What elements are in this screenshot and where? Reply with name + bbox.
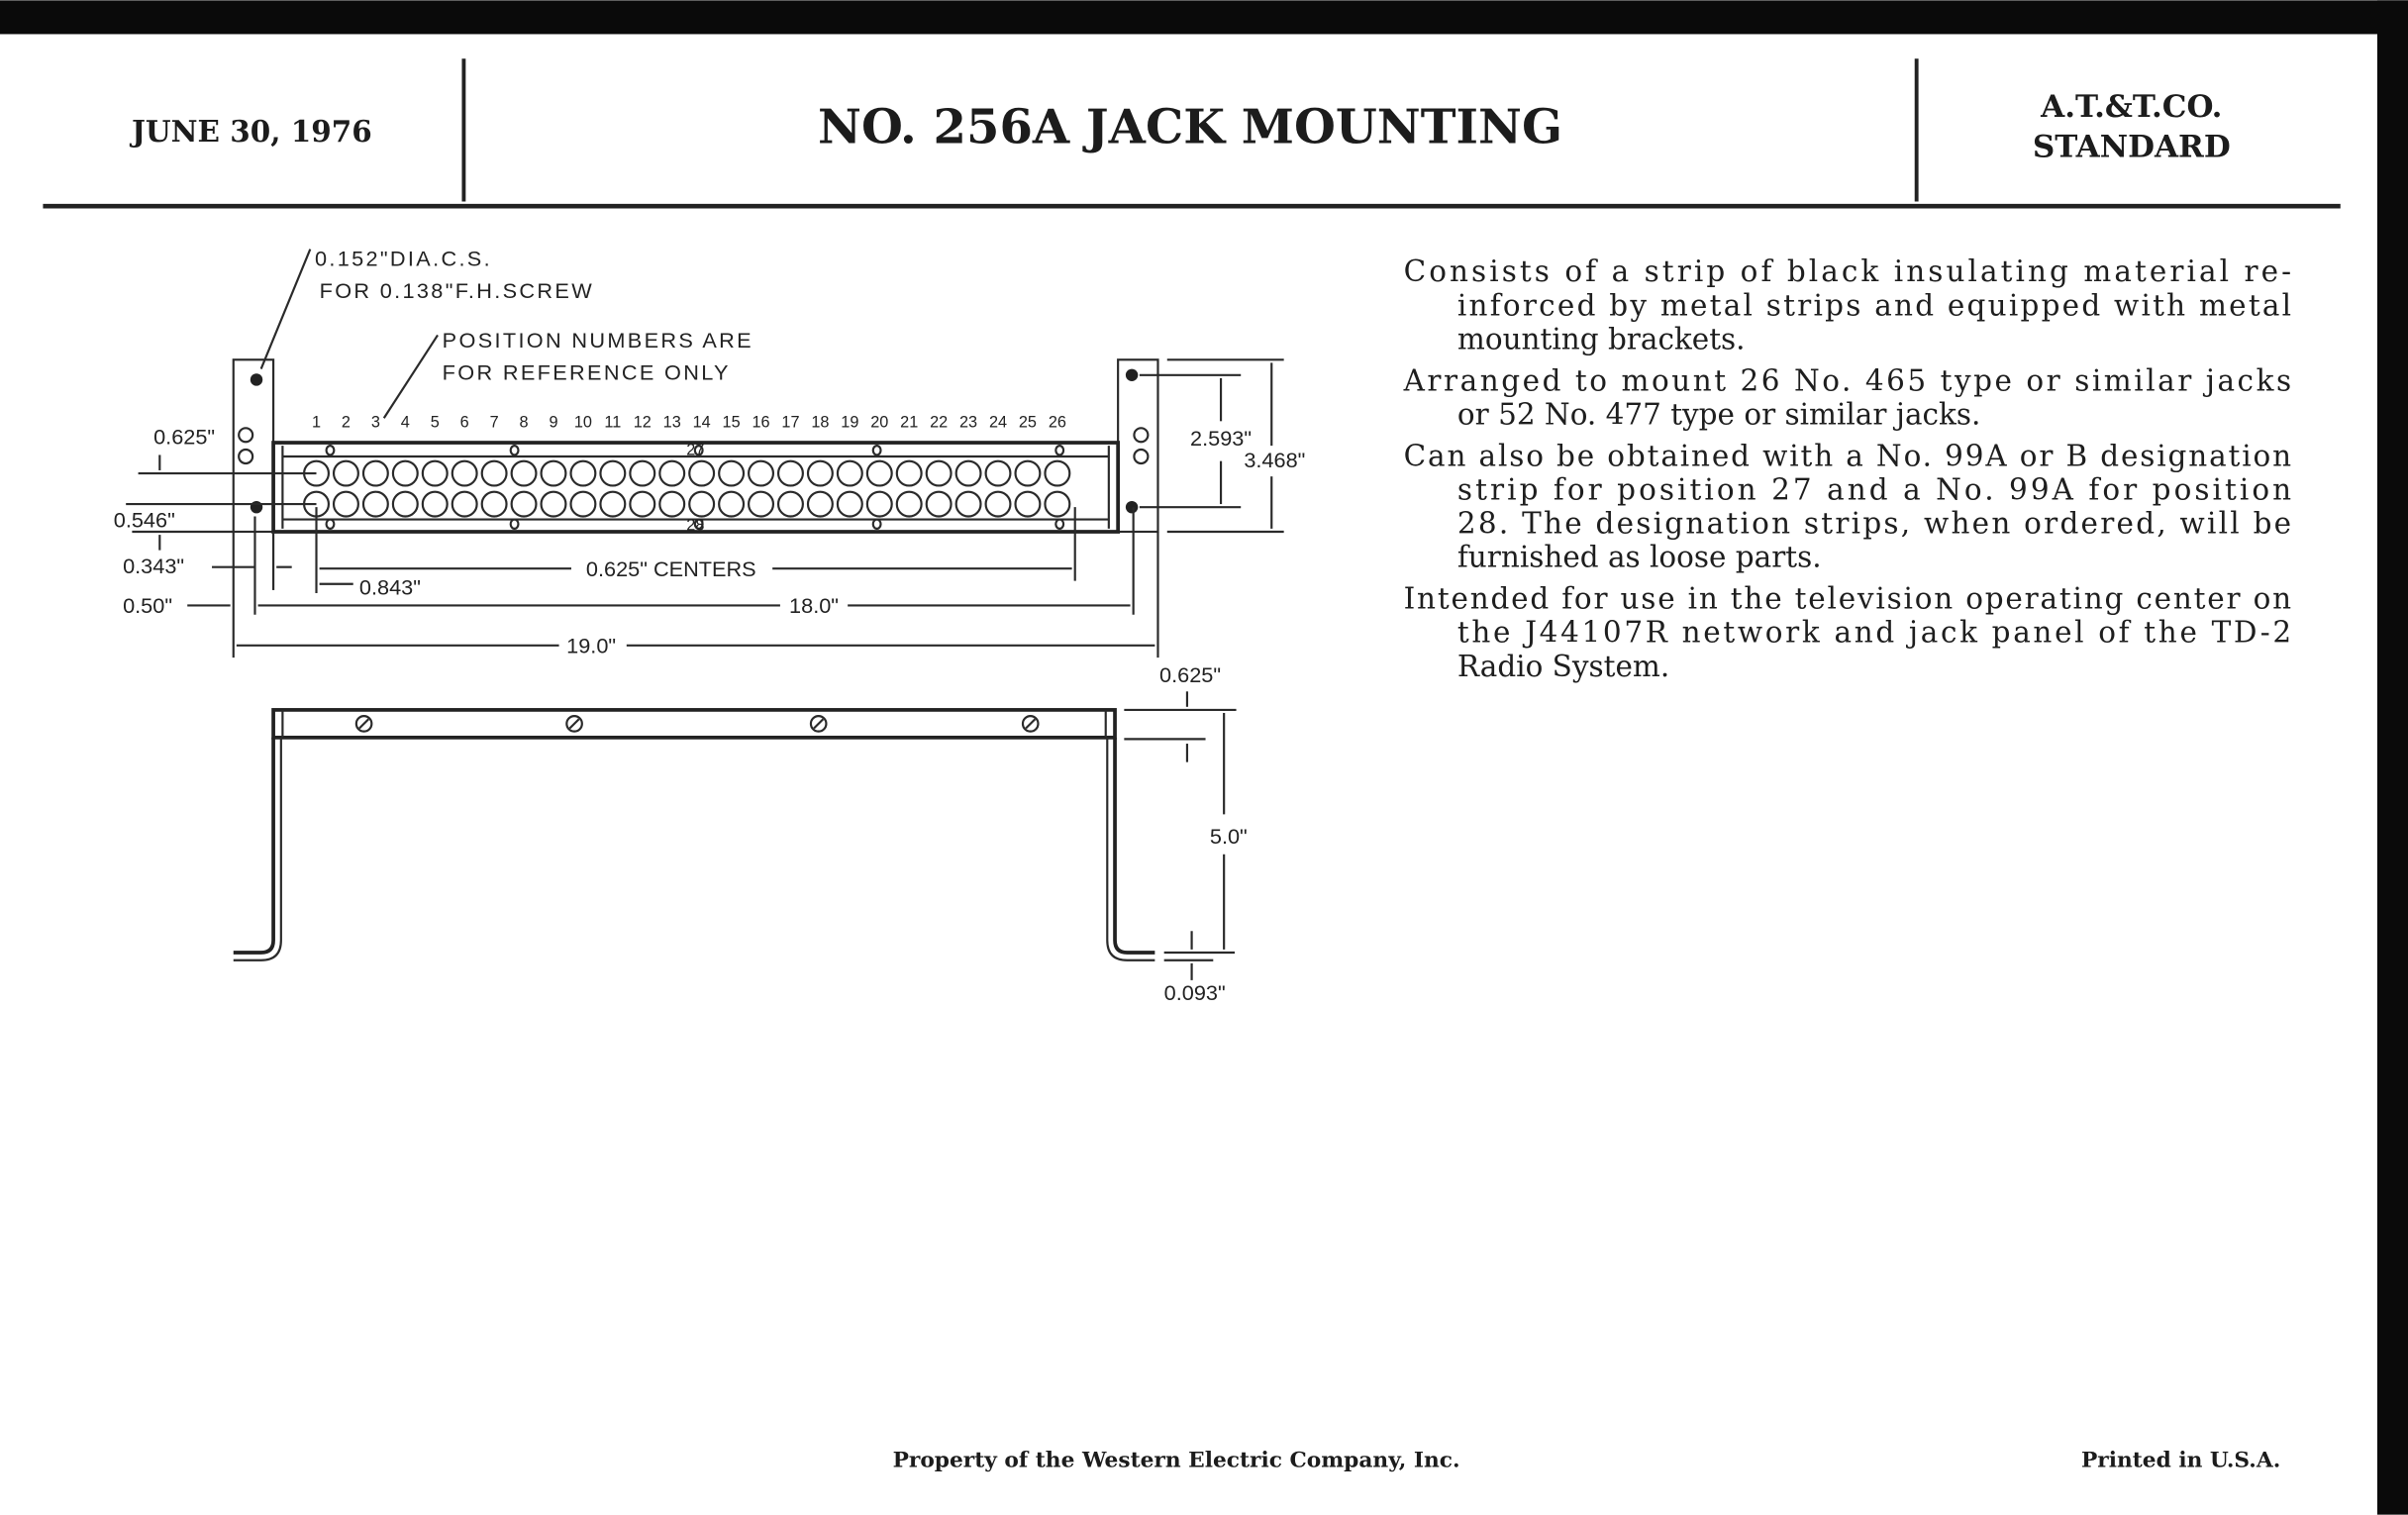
strip-screw [327,446,335,454]
jack-hole [482,461,507,486]
jack-hole [956,492,981,517]
jack-hole [482,492,507,517]
position-number: 8 [519,413,529,432]
jack-hole [512,492,537,517]
left-leg [234,738,273,953]
header-date: JUNE 30, 1976 [132,114,372,150]
mounting-hole [1126,501,1138,513]
dim-centers: 0.625" CENTERS [585,556,756,581]
dim-0093: 0.093" [1163,980,1226,1006]
jack-hole [986,461,1011,486]
jack-hole [749,461,773,486]
dim-side-0625: 0.625" [1159,662,1222,687]
strip-label-27: 27 [686,441,705,459]
jack-hole [630,492,654,517]
callout-positions: POSITION NUMBERS ARE [442,327,753,353]
mounting-hole [1134,450,1148,463]
jack-hole [927,461,952,486]
position-number: 26 [1048,413,1066,432]
position-number: 22 [930,413,949,432]
mounting-hole [1134,428,1148,442]
jack-hole [363,461,388,486]
scan-border-top [0,0,2408,34]
right-bracket [1118,359,1157,532]
jack-hole [778,492,803,517]
dim-19: 19.0" [566,633,617,658]
jack-hole [897,492,922,517]
dim-050: 0.50" [123,593,173,619]
position-number: 6 [459,413,469,432]
description-line: the J44107R network and jack panel of the TD-2 [1456,615,2292,650]
dim-2593: 2.593" [1190,426,1253,452]
dim-0343: 0.343" [123,553,185,578]
jack-hole [334,492,358,517]
jack-hole [838,461,862,486]
callout-hole: FOR 0.138"F.H.SCREW [319,278,595,304]
page-title: NO. 256A JACK MOUNTING [818,99,1563,155]
strip-screw [873,520,881,529]
jack-hole [512,461,537,486]
description-line: Arranged to mount 26 No. 465 type or similar jacks [1403,363,2292,398]
jack-hole [897,461,922,486]
position-number: 25 [1018,413,1037,432]
description-line: Consists of a strip of black insulating material re- [1403,254,2292,289]
position-number: 18 [811,413,830,432]
dim-18: 18.0" [789,593,840,619]
callout-positions: FOR REFERENCE ONLY [442,359,731,385]
position-number: 7 [489,413,499,432]
position-number: 14 [692,413,711,432]
jack-hole [927,492,952,517]
front-view-drawing [114,247,1306,658]
right-leg [1115,738,1154,953]
mounting-hole [1126,369,1138,381]
jack-hole [571,461,596,486]
position-number: 2 [341,413,351,432]
position-number: 13 [662,413,681,432]
jack-hole [542,461,566,486]
jack-hole [1045,461,1069,486]
jack-hole [838,492,862,517]
jack-hole [719,492,744,517]
footer-property: Property of the Western Electric Company, Inc. [892,1448,1460,1473]
jack-hole [542,492,566,517]
strip-screw [873,446,881,454]
description-line: inforced by metal strips and equipped with metal [1456,288,2292,323]
jack-hole [867,461,892,486]
position-number: 23 [959,413,978,432]
description-line: furnished as loose parts. [1456,540,1822,574]
position-number: 20 [870,413,889,432]
position-number: 1 [311,413,322,432]
strip-label-28: 28 [686,516,705,535]
jack-hole [600,461,625,486]
position-number: 5 [430,413,440,432]
jack-hole [808,461,833,486]
strip-screw [511,446,519,454]
dim-3468: 3.468" [1244,447,1306,472]
jack-hole [689,492,714,517]
jack-hole [778,461,803,486]
description-line: Intended for use in the television operating center on [1403,581,2292,616]
standard-line-2: STANDARD [2032,129,2231,165]
jack-hole [600,492,625,517]
strip-screw [511,520,519,529]
description-line: Can also be obtained with a No. 99A or B designation [1403,439,2292,473]
dim-0843: 0.843" [358,574,421,600]
jack-hole [1016,492,1041,517]
jack-hole [452,492,477,517]
position-number: 9 [549,413,558,432]
jack-hole [393,492,418,517]
jack-hole [363,492,388,517]
jack-hole [452,461,477,486]
jack-hole [423,461,448,486]
description-line: strip for position 27 and a No. 99A for position [1456,472,2292,507]
position-number: 11 [604,413,622,432]
strip-screw [1055,446,1063,454]
dim-0546: 0.546" [113,507,175,533]
dim-5: 5.0" [1209,823,1248,849]
jack-hole [1016,461,1041,486]
jack-hole [986,492,1011,517]
position-number: 15 [722,413,741,432]
jack-hole [867,492,892,517]
footer-printed: Printed in U.S.A. [2080,1448,2281,1473]
position-number: 10 [573,413,592,432]
position-number: 3 [370,413,380,432]
description [1403,254,2292,683]
jack-hole [749,492,773,517]
jack-hole [659,492,684,517]
position-number: 24 [988,413,1008,432]
side-view-drawing [234,662,1248,1005]
jack-hole [689,461,714,486]
description-line: or 52 No. 477 type or similar jacks. [1456,397,1981,432]
mounting-hole [251,373,262,385]
jack-hole [719,461,744,486]
position-number: 4 [400,413,410,432]
mounting-hole [239,428,252,442]
dim-0625: 0.625" [153,424,216,450]
top-bar [273,710,1115,738]
position-number: 19 [841,413,859,432]
callout-hole: 0.152"DIA.C.S. [314,246,492,271]
jack-hole [571,492,596,517]
jack-hole [808,492,833,517]
jack-hole [630,461,654,486]
strip-screw [327,520,335,529]
position-number: 16 [752,413,770,432]
jack-hole [423,492,448,517]
jack-hole [659,461,684,486]
jack-hole [1045,492,1069,517]
position-number: 17 [781,413,800,432]
position-number: 12 [633,413,652,432]
jack-hole [334,461,358,486]
strip-screw [1055,520,1063,529]
description-line: mounting brackets. [1456,322,1746,356]
jack-hole [956,461,981,486]
scan-border-right [2377,0,2408,1514]
standard-line-1: A.T.&T.CO. [2041,89,2223,126]
position-number: 21 [900,413,919,432]
mounting-hole [239,450,252,463]
description-line: 28. The designation strips, when ordered, will be [1456,506,2292,541]
mounting-hole [251,501,262,513]
jack-hole [393,461,418,486]
description-line: Radio System. [1456,649,1670,683]
